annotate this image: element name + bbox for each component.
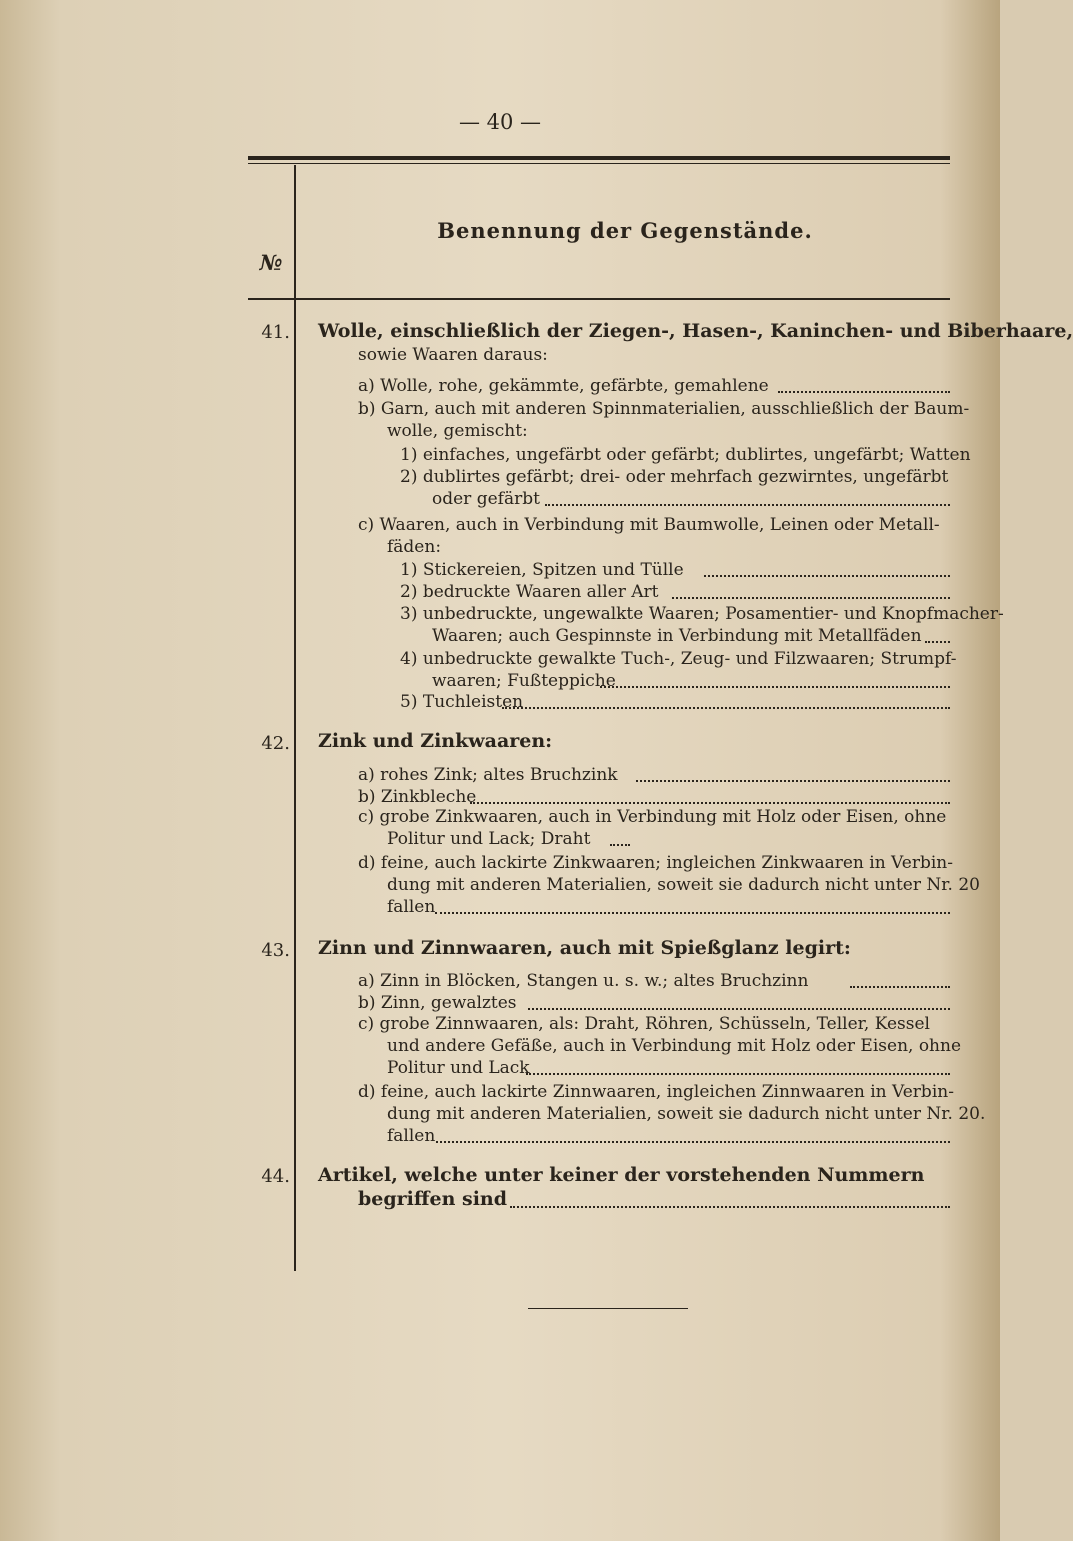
dot-leader [470,800,950,804]
text-line: dung mit anderen Materialien, soweit sie dadurch nicht unter Nr. 20 [387,875,980,895]
dot-leader [600,684,950,688]
item-heading: Artikel, welche unter keiner der vorstehenden Nummern [318,1164,925,1186]
item-number: 42. [261,733,290,754]
dot-leader [636,778,950,782]
text-line: 1) einfaches, ungefärbt oder gefärbt; dublirtes, ungefärbt; Watten [400,445,971,465]
number-column-header: № [259,250,283,275]
item-heading-continued: begriffen sind [358,1188,508,1210]
dot-leader [526,1071,950,1075]
text-line: 2) dublirtes gefärbt; drei- oder mehrfach gezwirntes, ungefärbt [400,467,949,487]
top-rule-thin [248,163,950,164]
text-line: fallen [387,1126,436,1146]
text-line: fallen [387,897,436,917]
text-line: dung mit anderen Materialien, soweit sie dadurch nicht unter Nr. 20. [387,1104,986,1124]
dot-leader [528,1006,950,1010]
top-rule [248,156,950,160]
text-line: b) Zinn, gewalztes [358,993,517,1013]
dot-leader [510,1204,950,1208]
item-heading: Zinn und Zinnwaaren, auch mit Spießglanz legirt: [318,937,851,959]
text-line: d) feine, auch lackirte Zinkwaaren; ingleichen Zinkwaaren in Verbin- [358,853,953,873]
text-line: c) grobe Zinkwaaren, auch in Verbindung mit Holz oder Eisen, ohne [358,807,947,827]
text-line: oder gefärbt [432,489,540,509]
dot-leader [778,389,950,393]
text-line: waaren; Fußteppiche [432,671,616,691]
text-line: 3) unbedruckte, ungewalkte Waaren; Posamentier- und Knopfmacher- [400,604,1004,624]
text-line: c) Waaren, auch in Verbindung mit Baumwolle, Leinen oder Metall- [358,515,940,535]
text-line: 5) Tuchleisten [400,692,524,712]
header-rule [248,298,950,300]
item-number: 43. [261,940,290,961]
text-line: fäden: [387,537,442,557]
text-line: und andere Gefäße, auch in Verbindung mit Holz oder Eisen, ohne [387,1036,962,1056]
text-line: Politur und Lack; Draht [387,829,591,849]
text-line: b) Garn, auch mit anderen Spinnmaterialien, ausschließlich der Baum- [358,399,970,419]
column-divider [294,165,296,1271]
text-line: b) Zinkbleche [358,787,477,807]
item-heading: Wolle, einschließlich der Ziegen-, Hasen-, Kaninchen- und Biberhaare, [318,320,1073,342]
text-line: 2) bedruckte Waaren aller Art [400,582,659,602]
item-heading: Zink und Zinkwaaren: [318,730,553,752]
bottom-rule [528,1308,688,1309]
dot-leader [925,639,950,643]
text-line: a) Zinn in Blöcken, Stangen u. s. w.; altes Bruchzinn [358,971,809,991]
item-number: 44. [261,1166,290,1187]
dot-leader [545,502,950,506]
dot-leader [850,984,950,988]
dot-leader [435,910,950,914]
dot-leader [502,705,950,709]
dot-leader [704,573,950,577]
dot-leader [672,595,950,599]
text-line: wolle, gemischt: [387,421,528,441]
page-number: — 40 — [458,110,542,134]
item-number: 41. [261,322,290,343]
text-line: d) feine, auch lackirte Zinnwaaren, ingleichen Zinnwaaren in Verbin- [358,1082,954,1102]
dot-leader [610,842,630,846]
text-line: c) grobe Zinnwaaren, als: Draht, Röhren, Schüsseln, Teller, Kessel [358,1014,930,1034]
dot-leader [436,1139,950,1143]
text-line: a) rohes Zink; altes Bruchzink [358,765,618,785]
text-line: 4) unbedruckte gewalkte Tuch-, Zeug- und Filzwaaren; Strumpf- [400,649,957,669]
title-column-header: Benennung der Gegenstände. [437,218,813,243]
text-line: 1) Stickereien, Spitzen und Tülle [400,560,684,580]
text-line: a) Wolle, rohe, gekämmte, gefärbte, gemahlene [358,376,769,396]
text-line: sowie Waaren daraus: [358,345,548,365]
text-line: Waaren; auch Gespinnste in Verbindung mit Metallfäden [432,626,922,646]
text-line: Politur und Lack [387,1058,530,1078]
